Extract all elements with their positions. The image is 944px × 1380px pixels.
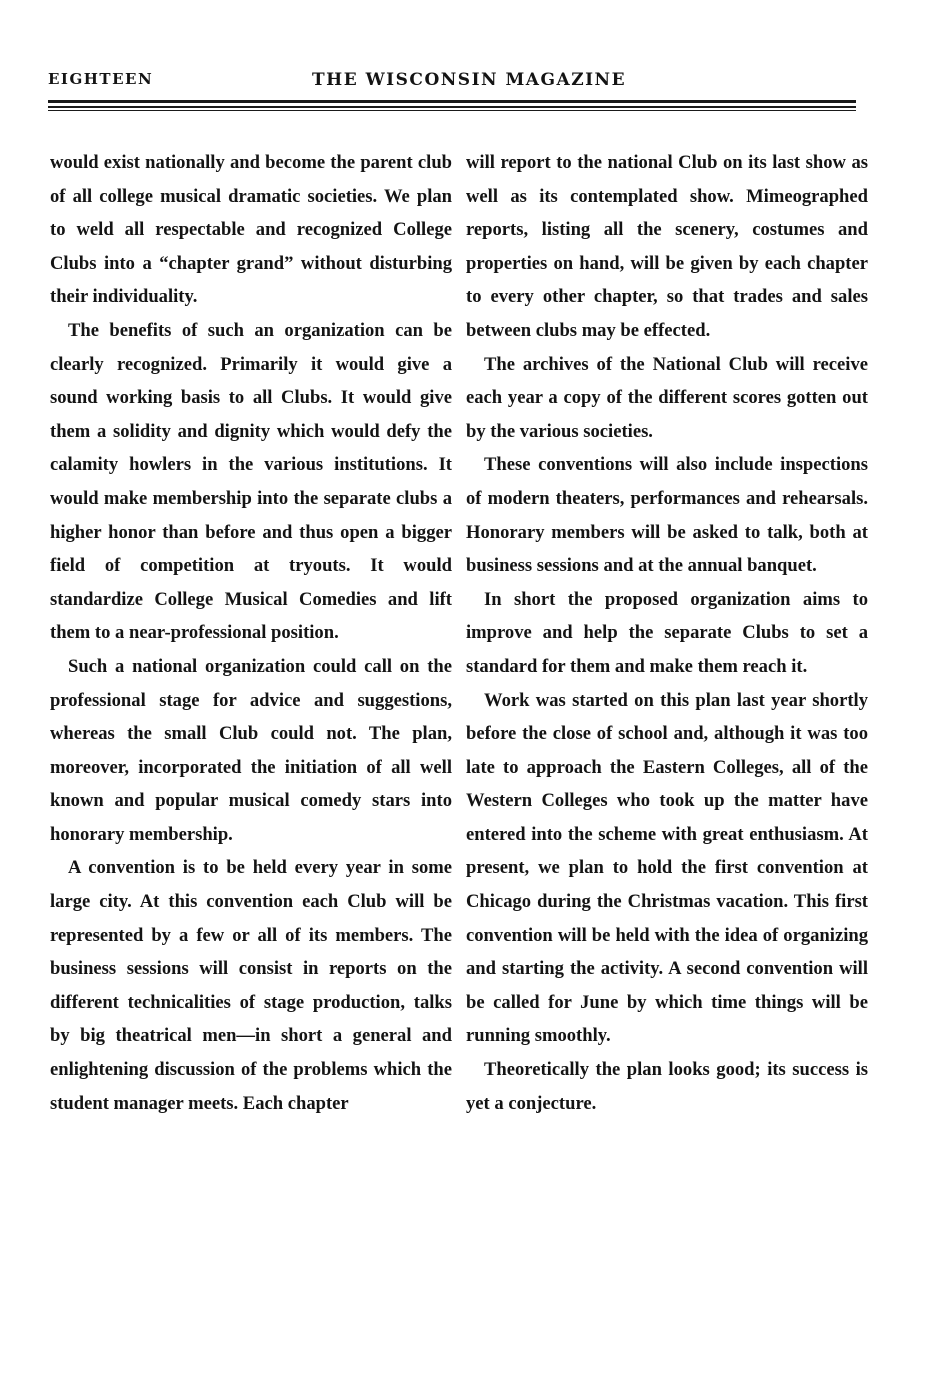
left-paragraph-4: A convention is to be held every year in some large city. At this convention each Club will be represented by a few or all of its members. The business sessions will consist in reports on the different technicalities of stage production, talks by big theatrical men—in short a general and enlightening discussion of the problems which the student manager meets. Each chapter xyxy=(50,857,452,1114)
left-column xyxy=(50,146,452,1120)
header-rule-thin xyxy=(48,110,856,111)
magazine-title: THE WISCONSIN MAGAZINE xyxy=(312,70,627,90)
right-column xyxy=(466,146,868,1120)
header-rule-thick xyxy=(48,100,856,103)
left-paragraph-2: The benefits of such an organization can be clearly recognized. Primarily it would give a sound working basis to all Clubs. It would give them a solidity and dignity which would defy the calamity howlers in the various institutions. It would make membership into the separate clubs a higher honor than before and thus open a bigger field of competition at tryouts. It would standardize College Musical Comedies and lift them to a near-professional position. xyxy=(50,319,452,644)
right-paragraph-6: Theoretically the plan looks good; its success is yet a conjecture. xyxy=(466,1059,868,1114)
right-paragraph-5: Work was started on this plan last year shortly before the close of school and, although it was too late to approach the Eastern Colleges, all of the Western Colleges who took up the matter have entered into the scheme with great enthusiasm. At present, we plan to hold the first convention at Chicago during the Christmas vacation. This first convention will be held with the idea of organizing and starting the activity. A second convention will be called for June by which time things will be running smoothly. xyxy=(466,689,868,1047)
right-paragraph-4: In short the proposed organization aims to improve and help the separate Clubs to set a standard for them and make them reach it. xyxy=(466,588,868,677)
right-paragraph-2: The archives of the National Club will receive each year a copy of the different scores gotten out by the various societies. xyxy=(466,353,868,442)
page-header xyxy=(48,68,858,104)
page-number: EIGHTEEN xyxy=(48,70,154,88)
left-paragraph-3: Such a national organization could call on the professional stage for advice and suggestions, whereas the small Club could not. The plan, moreover, incorporated the initiation of all well known and popular musical comedy stars into honorary membership. xyxy=(50,655,452,845)
header-rule-middle xyxy=(48,106,856,108)
left-paragraph-1: would exist nationally and become the parent club of all college musical dramatic societies. We plan to weld all respectable and recognized College Clubs into a “chapter grand” without disturbing their individuality. xyxy=(50,152,452,308)
right-paragraph-1: will report to the national Club on its last show as well as its contemplated show. Mimeographed reports, listing all the scenery, costumes and properties on hand, will be given by each chapter to every other chapter, so that trades and sales between clubs may be effected. xyxy=(466,152,868,341)
right-paragraph-3: These conventions will also include inspections of modern theaters, performances and rehearsals. Honorary members will be asked to talk, both at business sessions and at the annual banquet. xyxy=(466,454,868,577)
